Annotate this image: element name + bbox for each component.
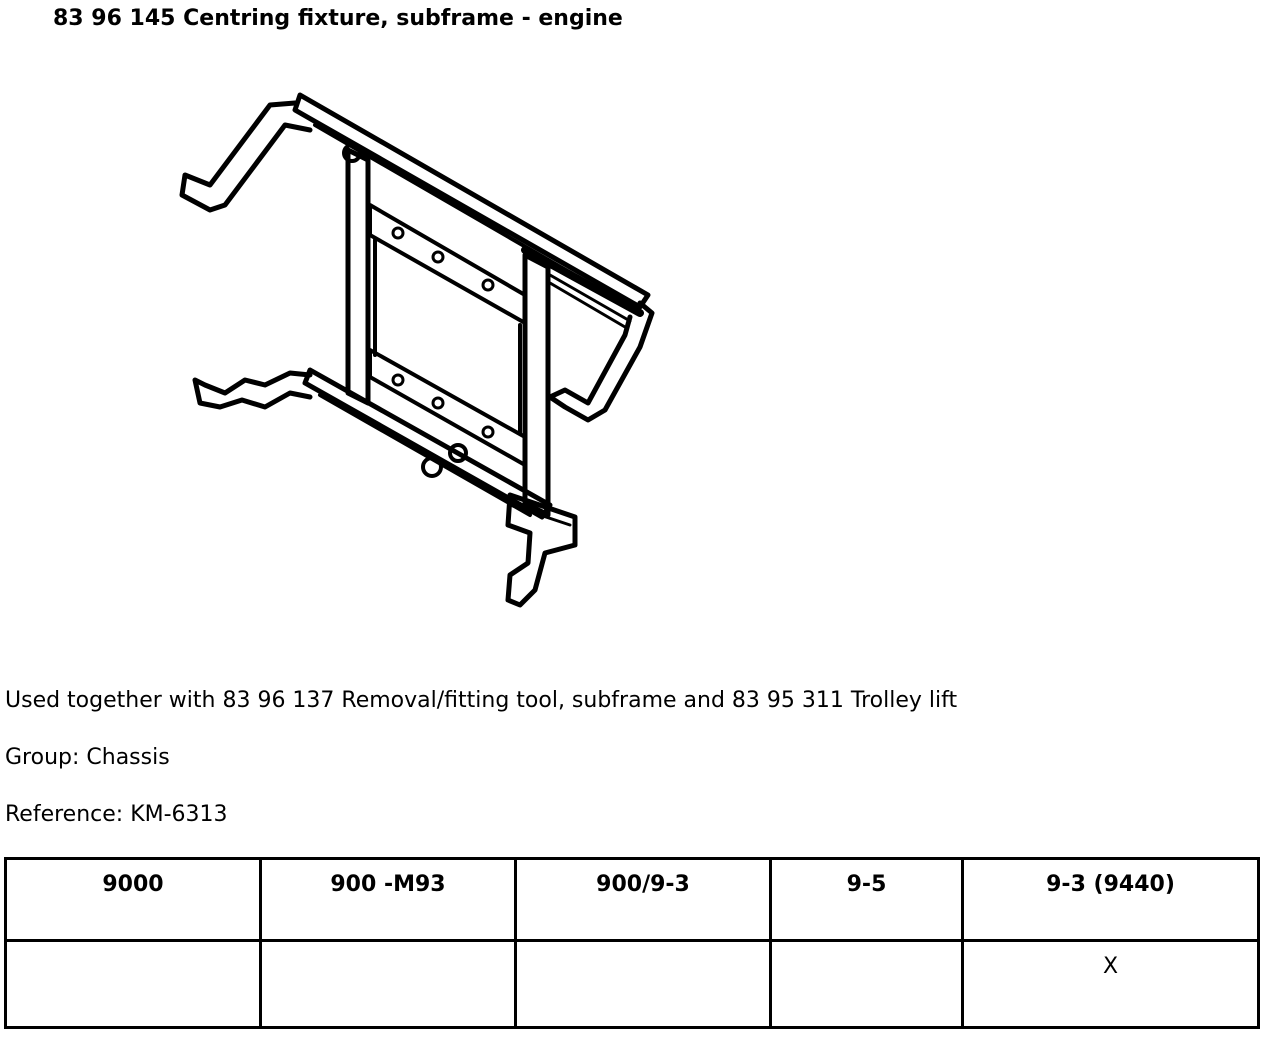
table-header-cell: 9000	[6, 859, 261, 941]
table-cell: X	[963, 941, 1259, 1028]
table-header-cell: 9-5	[771, 859, 963, 941]
reference-text: Reference: KM-6313	[5, 802, 228, 827]
table-cell	[516, 941, 771, 1028]
table-header-row	[6, 859, 1259, 941]
table-header-cell: 9-3 (9440)	[963, 859, 1259, 941]
table-cell	[771, 941, 963, 1028]
centring-fixture-illustration	[170, 85, 670, 625]
table-cell	[6, 941, 261, 1028]
table-row	[6, 941, 1259, 1028]
table-header-cell: 900 -M93	[261, 859, 516, 941]
used-together-text: Used together with 83 96 137 Removal/fitting tool, subframe and 83 95 311 Trolley lift	[5, 688, 958, 713]
page-title: 83 96 145 Centring fixture, subframe - engine	[53, 6, 623, 31]
table-cell	[261, 941, 516, 1028]
table-header-cell: 900/9-3	[516, 859, 771, 941]
group-text: Group: Chassis	[5, 745, 170, 770]
model-applicability-table	[4, 857, 1260, 1029]
